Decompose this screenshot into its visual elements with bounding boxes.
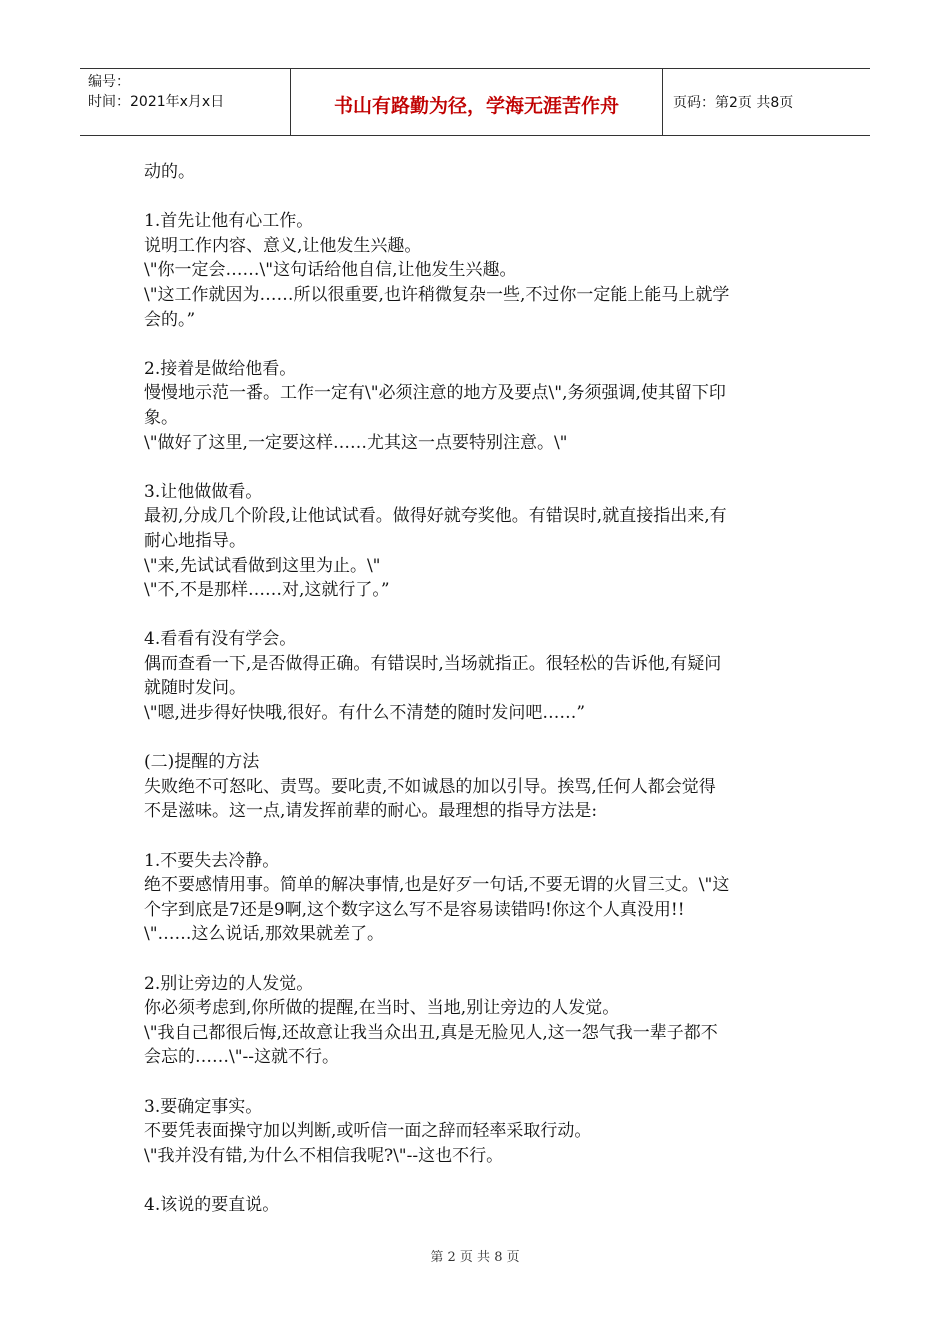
text-line: 说明工作内容、意义,让他发生兴趣。	[144, 235, 422, 256]
paragraph-gap	[144, 603, 814, 628]
text-line: 2.接着是做给他看。	[144, 358, 297, 379]
text-line: \"做好了这里,一定要这样……尤其这一点要特别注意。\"	[144, 432, 568, 453]
text-line: 慢慢地示范一番。工作一定有\"必须注意的地方及要点\",务须强调,使其留下印	[144, 383, 726, 404]
text-line: 个字到底是7还是9啊,这个数字这么写不是容易读错吗!你这个人真没用!!	[144, 899, 685, 920]
text-line: 1.不要失去冷静。	[144, 850, 280, 871]
text-line: 2.别让旁边的人发觉。	[144, 973, 314, 994]
text-line: 3.让他做做看。	[144, 481, 263, 502]
paragraph-gap	[144, 824, 814, 849]
text-line: 不是滋味。这一点,请发挥前辈的耐心。最理想的指导方法是:	[144, 801, 598, 822]
header-number-label: 编号：	[88, 74, 130, 90]
text-line: 失败绝不可怒叱、责骂。要叱责,不如诚恳的加以引导。挨骂,任何人都会觉得	[144, 776, 716, 797]
paragraph-gap	[144, 726, 814, 751]
text-line: \"来,先试试看做到这里为止。\"	[144, 555, 381, 576]
text-line: 最初,分成几个阶段,让他试试看。做得好就夸奖他。有错误时,就直接指出来,有	[144, 506, 727, 527]
page-footer: 第 2 页 共 8 页	[430, 1250, 520, 1265]
text-line: \"……这么说话,那效果就差了。	[144, 924, 384, 945]
header-motto: 书山有路勤为径，学海无涯苦作舟	[291, 69, 663, 135]
paragraph-gap	[144, 455, 814, 480]
text-line: 4.看看有没有学会。	[144, 629, 297, 650]
text-line: \"我并没有错,为什么不相信我呢?\"--这也不行。	[144, 1145, 504, 1166]
text-line: 3.要确定事实。	[144, 1096, 263, 1117]
header-meta	[80, 69, 291, 135]
text-line: 1.首先让他有心工作。	[144, 211, 314, 232]
text-line: 4.该说的要直说。	[144, 1194, 280, 1215]
text-line: 你必须考虑到,你所做的提醒,在当时、当地,别让旁边的人发觉。	[144, 998, 620, 1019]
page-header	[80, 68, 870, 136]
document-body	[144, 160, 814, 1218]
text-line: 偶而查看一下,是否做得正确。有错误时,当场就指正。很轻松的告诉他,有疑问	[144, 653, 722, 674]
header-date-label: 时间：2021年x月x日	[88, 94, 225, 110]
text-line: \"不,不是那样……对,这就行了。”	[144, 580, 390, 601]
text-line: 不要凭表面操守加以判断,或听信一面之辞而轻率采取行动。	[144, 1121, 592, 1142]
text-line: \"你一定会……\"这句话给他自信,让他发生兴趣。	[144, 260, 517, 281]
text-line: (二)提醒的方法	[144, 752, 260, 773]
text-line: \"嗯,进步得好快哦,很好。有什么不清楚的随时发问吧……”	[144, 703, 586, 724]
paragraph-gap	[144, 1168, 814, 1193]
text-line: 会的。”	[144, 309, 196, 330]
paragraph-gap	[144, 947, 814, 972]
paragraph-gap	[144, 185, 814, 210]
text-line: 耐心地指导。	[144, 530, 246, 551]
text-line: 就随时发问。	[144, 678, 246, 699]
text-line: 动的。	[144, 162, 195, 182]
paragraph-gap	[144, 332, 814, 357]
text-line: \"我自己都很后悔,还故意让我当众出丑,真是无脸见人,这一怨气我一辈子都不	[144, 1022, 718, 1043]
text-line: 绝不要感情用事。简单的解决事情,也是好歹一句话,不要无谓的火冒三丈。\"这	[144, 875, 730, 896]
text-line: 象。	[144, 407, 178, 428]
text-line: \"这工作就因为……所以很重要,也许稍微复杂一些,不过你一定能上能马上就学	[144, 284, 730, 305]
header-page-code: 页码：第2页 共8页	[673, 95, 794, 111]
text-line: 会忘的……\"--这就不行。	[144, 1047, 340, 1068]
paragraph-gap	[144, 1070, 814, 1095]
